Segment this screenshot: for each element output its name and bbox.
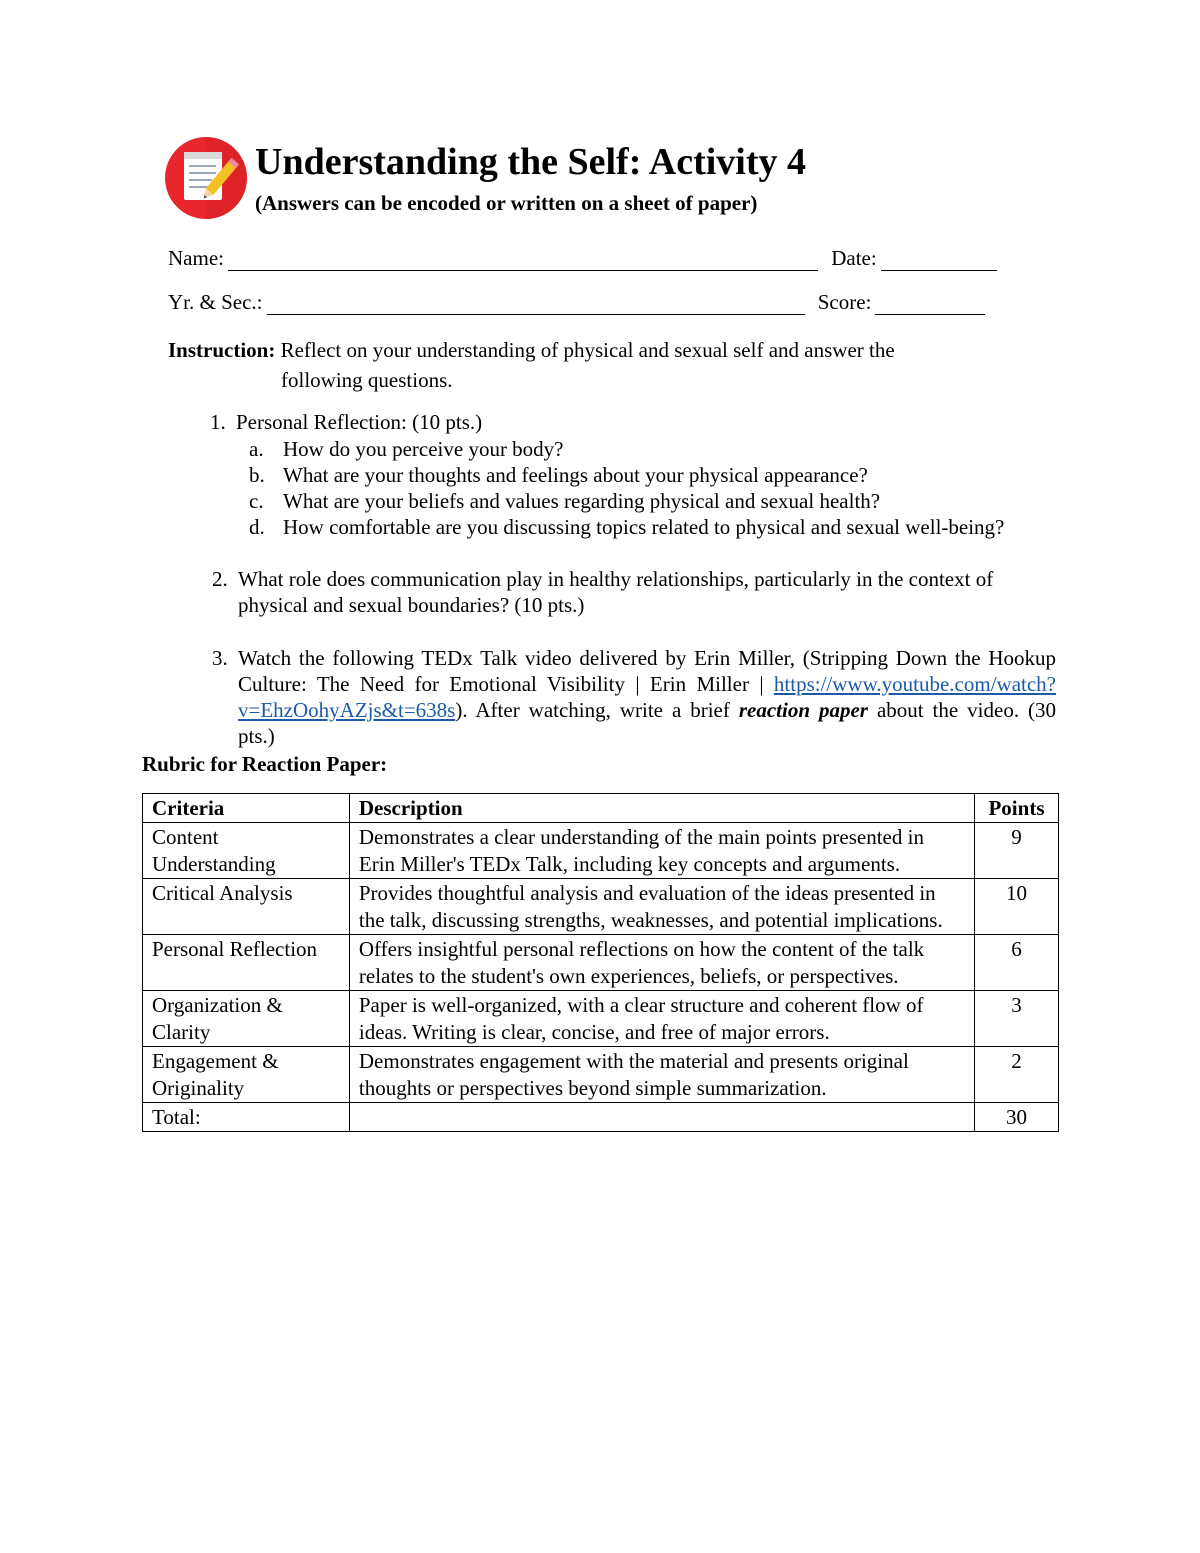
page-title: Understanding the Self: Activity 4 bbox=[255, 141, 806, 183]
question-1 bbox=[210, 409, 483, 435]
notepad-pencil-icon bbox=[164, 136, 248, 220]
sub-question-b bbox=[249, 462, 1063, 488]
description-cell: Demonstrates a clear understanding of the main points presented in Erin Miller's TEDx Talk, including key concepts and arguments. bbox=[349, 823, 974, 879]
rubric-table bbox=[142, 793, 1059, 1132]
question-2 bbox=[212, 566, 1058, 618]
points-cell: 2 bbox=[975, 1047, 1059, 1103]
date-field[interactable] bbox=[881, 250, 997, 271]
description-cell: Paper is well-organized, with a clear structure and coherent flow of ideas. Writing is clear, concise, and free of major errors. bbox=[349, 991, 974, 1047]
table-row bbox=[143, 879, 1059, 935]
table-row bbox=[143, 935, 1059, 991]
criteria-cell: Critical Analysis bbox=[143, 879, 350, 935]
rubric-title: Rubric for Reaction Paper: bbox=[142, 752, 388, 776]
sub-question-d bbox=[249, 514, 1056, 540]
yr-sec-field[interactable] bbox=[267, 294, 805, 315]
sub-letter: d. bbox=[249, 515, 265, 539]
sub-question-a bbox=[249, 436, 1063, 462]
column-header: Criteria bbox=[143, 794, 350, 823]
reaction-paper-emphasis: reaction paper bbox=[738, 698, 868, 722]
points-cell: 6 bbox=[975, 935, 1059, 991]
instruction-text-2: following questions. bbox=[281, 368, 453, 392]
criteria-cell: Personal Reflection bbox=[143, 935, 350, 991]
score-field[interactable] bbox=[875, 294, 985, 315]
question-number: 1. bbox=[210, 410, 226, 434]
score-label: Score: bbox=[817, 290, 872, 314]
question-text: Watch the following TEDx Talk video delivered by Erin Miller, (Stripping Down the Hookup Culture: The Need for Emotional Visibility | Erin Miller | bbox=[238, 646, 1056, 696]
instruction-label: Instruction: bbox=[168, 338, 276, 362]
instruction-text-1: Reflect on your understanding of physical and sexual self and answer the bbox=[280, 338, 895, 362]
video-link[interactable]: https://www.youtube.com/watch?v=EhzOohyAZjs&t=638s bbox=[238, 672, 1057, 722]
question-number: 3. bbox=[212, 646, 228, 670]
question-text: Personal Reflection: (10 pts.) bbox=[236, 410, 483, 434]
sub-letter: b. bbox=[249, 463, 265, 487]
date-label: Date: bbox=[831, 246, 877, 270]
description-cell: Offers insightful personal reflections on how the content of the talk relates to the student's own experiences, beliefs, or perspectives. bbox=[349, 935, 974, 991]
column-header: Description bbox=[349, 794, 974, 823]
sub-question-c bbox=[249, 488, 1063, 514]
sub-letter: a. bbox=[249, 437, 264, 461]
question-text-end: about the video. (30 pts.) bbox=[238, 698, 1057, 748]
question-text: What role does communication play in healthy relationships, particularly in the context of physical and sexual boundaries? (10 pts.) bbox=[238, 567, 994, 617]
yr-sec-score-row bbox=[168, 290, 985, 315]
points-cell: 9 bbox=[975, 823, 1059, 879]
name-field[interactable] bbox=[228, 250, 818, 271]
points-cell: 3 bbox=[975, 991, 1059, 1047]
criteria-cell: Content Understanding bbox=[143, 823, 350, 879]
total-row bbox=[143, 1103, 1059, 1132]
total-points: 30 bbox=[975, 1103, 1059, 1132]
name-date-row bbox=[168, 246, 997, 271]
table-row bbox=[143, 823, 1059, 879]
description-cell: Provides thoughtful analysis and evaluation of the ideas presented in the talk, discussing strengths, weaknesses, and potential implications. bbox=[349, 879, 974, 935]
column-header: Points bbox=[975, 794, 1059, 823]
sub-text: What are your thoughts and feelings about your physical appearance? bbox=[283, 463, 868, 487]
instruction bbox=[168, 335, 1048, 395]
criteria-cell: Organization & Clarity bbox=[143, 991, 350, 1047]
yr-sec-label: Yr. & Sec.: bbox=[168, 290, 263, 314]
sub-text: How comfortable are you discussing topics related to physical and sexual well-being? bbox=[283, 515, 1005, 539]
criteria-cell: Engagement & Originality bbox=[143, 1047, 350, 1103]
points-cell: 10 bbox=[975, 879, 1059, 935]
question-text-after-link: ). After watching, write a brief bbox=[455, 698, 730, 722]
table-row bbox=[143, 1047, 1059, 1103]
sub-letter: c. bbox=[249, 489, 264, 513]
sub-text: How do you perceive your body? bbox=[283, 437, 564, 461]
page-subtitle: (Answers can be encoded or written on a sheet of paper) bbox=[255, 191, 758, 215]
total-description bbox=[349, 1103, 974, 1132]
question-number: 2. bbox=[212, 567, 228, 591]
name-label: Name: bbox=[168, 246, 224, 270]
description-cell: Demonstrates engagement with the material and presents original thoughts or perspectives beyond simple summarization. bbox=[349, 1047, 974, 1103]
question-3 bbox=[212, 645, 1057, 749]
sub-text: What are your beliefs and values regarding physical and sexual health? bbox=[283, 489, 881, 513]
table-header-row bbox=[143, 794, 1059, 823]
total-label: Total: bbox=[143, 1103, 350, 1132]
table-row bbox=[143, 991, 1059, 1047]
